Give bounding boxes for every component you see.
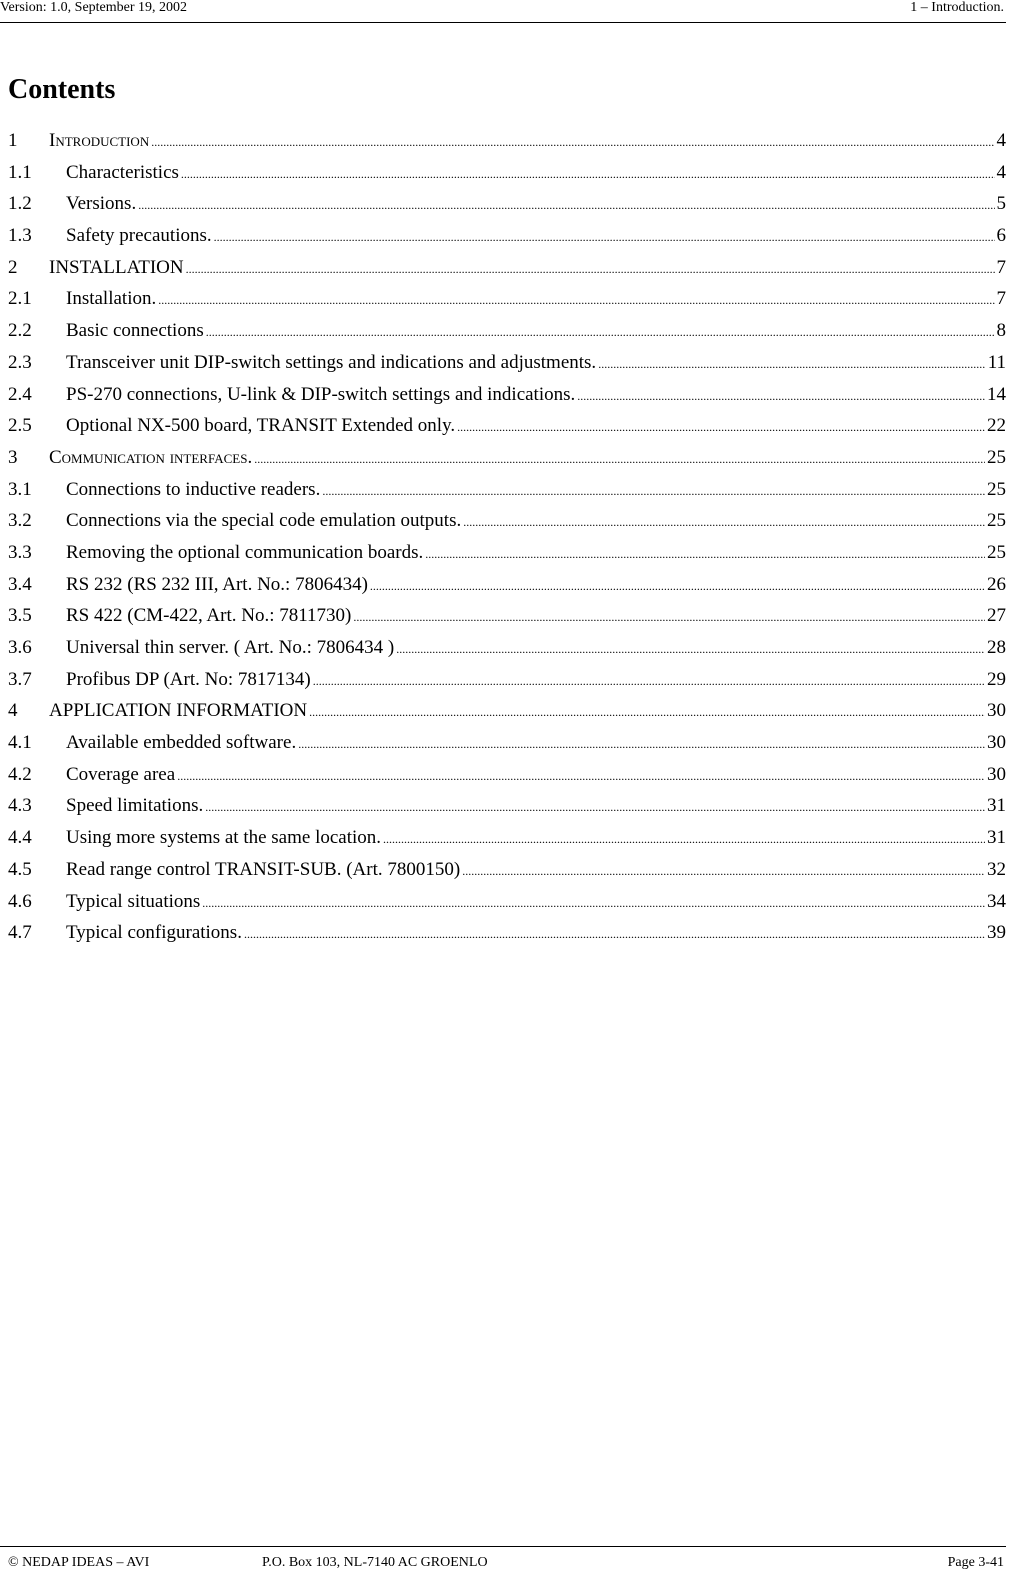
toc-entry-number: 1.2 — [8, 193, 32, 215]
toc-dot-leader — [151, 135, 994, 150]
toc-entry-label[interactable]: Available embedded software. — [66, 732, 297, 754]
toc-entry-label[interactable]: Connections via the special code emulation outputs. — [66, 510, 462, 532]
toc-entry[interactable] — [8, 320, 1006, 352]
toc-entry-label[interactable]: Profibus DP (Art. No: 7817134) — [66, 668, 311, 690]
toc-entry-page[interactable]: 25 — [987, 446, 1006, 468]
toc-entry-page[interactable]: 39 — [987, 922, 1006, 944]
toc-dot-leader — [254, 452, 985, 467]
toc-entry-page[interactable]: 26 — [987, 573, 1006, 595]
toc-entry-number: 3.6 — [8, 637, 32, 658]
toc-dot-leader — [598, 357, 986, 372]
toc-entry-number: 3.5 — [8, 605, 32, 627]
toc-entry-page[interactable]: 30 — [987, 732, 1006, 754]
toc-entry-number: 2.4 — [8, 383, 32, 405]
toc-dot-leader — [214, 230, 995, 245]
page-title: Contents — [8, 74, 116, 105]
toc-entry-number: 4.4 — [8, 827, 32, 849]
toc-dot-leader — [396, 642, 985, 657]
chapter-title: 1 – Introduction. — [910, 0, 1004, 15]
toc-dot-leader — [186, 262, 995, 277]
toc-entry[interactable] — [8, 605, 1006, 637]
toc-entry-page[interactable]: 30 — [987, 700, 1006, 722]
toc-entry-page[interactable]: 4 — [996, 130, 1006, 151]
toc-dot-leader — [425, 547, 985, 562]
toc-entry-label[interactable]: Using more systems at the same location. — [66, 827, 382, 849]
toc-entry-number: 2.2 — [8, 320, 32, 342]
toc-entry[interactable] — [8, 352, 1006, 384]
toc-entry-page[interactable]: 32 — [987, 858, 1006, 880]
toc-entry[interactable] — [8, 795, 1006, 827]
toc-entry-page[interactable]: 25 — [987, 510, 1006, 532]
toc-entry-page[interactable]: 7 — [996, 256, 1006, 278]
toc-entry-label[interactable]: Optional NX-500 board, TRANSIT Extended only. — [66, 415, 456, 437]
toc-dot-leader — [309, 705, 985, 720]
toc-entry-label[interactable]: Removing the optional communication boards. — [66, 541, 424, 563]
toc-entry-number: 2 — [8, 256, 18, 278]
toc-entry[interactable] — [8, 130, 1006, 162]
toc-entry-number: 4.2 — [8, 763, 32, 785]
toc-entry-number: 1 — [8, 130, 18, 151]
toc-entry-label[interactable]: PS-270 connections, U-link & DIP-switch settings and indications. — [66, 383, 576, 405]
toc-entry-label[interactable]: Transceiver unit DIP-switch settings and indications and adjustments. — [66, 351, 597, 373]
toc-dot-leader — [158, 293, 994, 308]
toc-entry[interactable] — [8, 257, 1006, 289]
toc-entry-number: 4.7 — [8, 922, 32, 944]
toc-entry-number: 2.3 — [8, 351, 32, 373]
toc-entry-page[interactable]: 30 — [987, 763, 1006, 785]
toc-entry[interactable] — [8, 827, 1006, 859]
toc-entry[interactable] — [8, 479, 1006, 511]
toc-dot-leader — [322, 484, 985, 499]
toc-entry[interactable] — [8, 732, 1006, 764]
toc-entry-page[interactable]: 11 — [987, 351, 1006, 373]
toc-entry[interactable] — [8, 891, 1006, 923]
toc-entry-number: 3.7 — [8, 668, 32, 690]
toc-entry-label[interactable]: Communication interfaces. — [49, 446, 253, 468]
toc-entry-page[interactable]: 31 — [987, 795, 1006, 817]
toc-entry[interactable] — [8, 162, 1006, 194]
page-header — [0, 0, 1006, 23]
toc-entry[interactable] — [8, 193, 1006, 225]
toc-entry-number: 3.2 — [8, 510, 32, 532]
toc-dot-leader — [181, 167, 995, 182]
toc-entry-label[interactable]: INSTALLATION — [49, 256, 184, 278]
copyright-text: © NEDAP IDEAS – AVI — [8, 1555, 150, 1570]
toc-entry-page[interactable]: 14 — [987, 383, 1006, 405]
toc-entry-number: 2.5 — [8, 415, 32, 437]
toc-dot-leader — [202, 896, 985, 911]
toc-entry-label[interactable]: Typical situations — [66, 890, 201, 912]
toc-dot-leader — [177, 769, 985, 784]
toc-entry-label[interactable]: Versions. — [66, 193, 137, 215]
toc-entry-number: 4.1 — [8, 732, 32, 754]
page-footer — [0, 1546, 1006, 1577]
toc-entry-number: 4.5 — [8, 858, 32, 880]
toc-entry-label[interactable]: Connections to inductive readers. — [66, 478, 321, 500]
toc-entry[interactable] — [8, 859, 1006, 891]
toc-entry-label[interactable]: Coverage area — [66, 763, 176, 785]
toc-entry-label[interactable]: Installation. — [66, 288, 157, 310]
toc-entry[interactable] — [8, 637, 1006, 669]
toc-entry-label[interactable]: Characteristics — [66, 161, 179, 183]
toc-entry-label[interactable]: Universal thin server. ( Art. No.: 7806434 ) — [66, 637, 395, 658]
toc-entry-number: 2.1 — [8, 288, 32, 310]
toc-entry[interactable] — [8, 447, 1006, 479]
toc-entry[interactable] — [8, 922, 1006, 954]
toc-entry[interactable] — [8, 225, 1006, 257]
toc-entry-page[interactable]: 29 — [987, 668, 1006, 690]
toc-entry-number: 3 — [8, 446, 18, 468]
toc-dot-leader — [244, 927, 985, 942]
toc-entry-number: 3.4 — [8, 573, 32, 595]
toc-entry-number: 1.3 — [8, 225, 32, 247]
toc-dot-leader — [370, 579, 985, 594]
toc-entry-label[interactable]: RS 422 (CM-422, Art. No.: 7811730) — [66, 605, 352, 627]
toc-entry-label[interactable]: Basic connections — [66, 320, 204, 342]
toc-dot-leader — [206, 325, 995, 340]
toc-entry-number: 4.3 — [8, 795, 32, 817]
toc-entry-label[interactable]: RS 232 (RS 232 III, Art. No.: 7806434) — [66, 573, 368, 595]
toc-entry[interactable] — [8, 669, 1006, 701]
toc-dot-leader — [462, 864, 985, 879]
toc-entry-number: 4 — [8, 700, 18, 722]
toc-entry-number: 3.3 — [8, 541, 32, 563]
toc-dot-leader — [313, 674, 985, 689]
toc-entry[interactable] — [8, 288, 1006, 320]
toc-entry-label[interactable]: Typical configurations. — [66, 922, 242, 944]
version-text: Version: 1.0, September 19, 2002 — [0, 0, 188, 15]
table-of-contents — [8, 130, 1006, 954]
toc-entry-page[interactable]: 31 — [987, 827, 1006, 849]
toc-entry-page[interactable]: 5 — [996, 193, 1006, 215]
toc-entry[interactable] — [8, 764, 1006, 796]
toc-entry-page[interactable]: 6 — [996, 225, 1006, 247]
toc-entry-page[interactable]: 25 — [987, 541, 1006, 563]
toc-dot-leader — [298, 737, 985, 752]
toc-entry[interactable] — [8, 384, 1006, 416]
toc-entry-page[interactable]: 7 — [996, 288, 1006, 310]
toc-entry-page[interactable]: 27 — [987, 605, 1006, 627]
toc-entry[interactable] — [8, 700, 1006, 732]
toc-entry-page[interactable]: 25 — [987, 478, 1006, 500]
toc-dot-leader — [383, 832, 985, 847]
toc-dot-leader — [577, 389, 985, 404]
toc-dot-leader — [463, 515, 985, 530]
toc-entry-page[interactable]: 34 — [987, 890, 1006, 912]
toc-dot-leader — [205, 800, 985, 815]
toc-entry-number: 4.6 — [8, 890, 32, 912]
toc-entry-label[interactable]: APPLICATION INFORMATION — [49, 700, 308, 722]
toc-entry-page[interactable]: 28 — [987, 637, 1006, 658]
toc-entry-number: 3.1 — [8, 478, 32, 500]
toc-entry[interactable] — [8, 542, 1006, 574]
toc-dot-leader — [138, 198, 994, 213]
toc-entry[interactable] — [8, 510, 1006, 542]
toc-entry-label[interactable]: Safety precautions. — [66, 225, 212, 247]
toc-dot-leader — [457, 420, 985, 435]
toc-entry-label[interactable]: Introduction — [49, 130, 150, 151]
toc-dot-leader — [353, 610, 985, 625]
page-number: Page 3-41 — [947, 1555, 1004, 1570]
toc-entry-label[interactable]: Speed limitations. — [66, 795, 204, 817]
address-text: P.O. Box 103, NL-7140 AC GROENLO — [262, 1555, 488, 1570]
toc-entry[interactable] — [8, 415, 1006, 447]
toc-entry-page[interactable]: 8 — [996, 320, 1006, 342]
toc-entry[interactable] — [8, 574, 1006, 606]
toc-entry-page[interactable]: 4 — [996, 161, 1006, 183]
toc-entry-page[interactable]: 22 — [987, 415, 1006, 437]
toc-entry-number: 1.1 — [8, 161, 32, 183]
toc-entry-label[interactable]: Read range control TRANSIT-SUB. (Art. 7800150) — [66, 858, 461, 880]
